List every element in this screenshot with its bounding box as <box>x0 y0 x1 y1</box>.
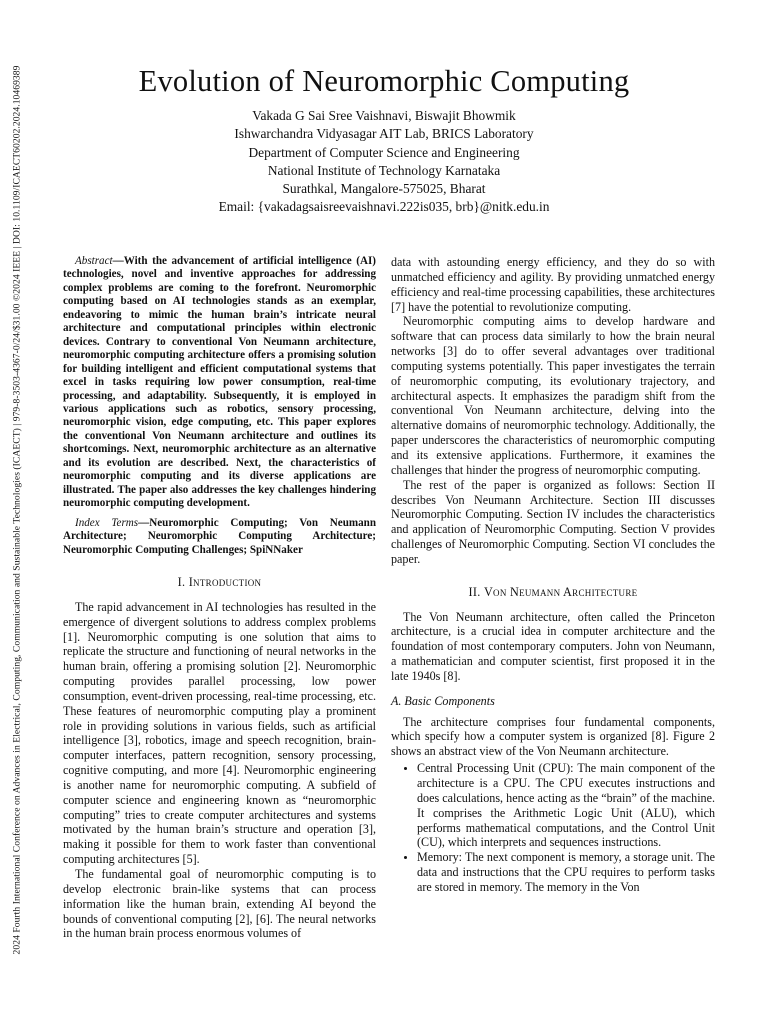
abstract-label: Abstract <box>75 255 113 267</box>
sidebar-citation-text: 2024 Fourth International Conference on Advances in Electrical, Computing, Communication and Sustainable Technologies (ICAECT) | 979-8-3503-4367-0/24/$31.00 ©2024 IEEE | DOI: 10.1109/ICAECT60202.2024.10469389 <box>11 65 23 954</box>
intro-paragraph-2: The fundamental goal of neuromorphic computing is to develop electronic brain-like systems that can process information like the human brain, extending AI beyond the bounds of conventional computing [2], [6]. The neural networks in the human brain process enormous volumes of <box>63 867 376 941</box>
basic-components-paragraph: The architecture comprises four fundamental components, which specify how a computer system is organized [8]. Figure 2 shows an abstract view of the Von Neumann architecture. <box>391 714 715 759</box>
list-item-memory: • Memory: The next component is memory, a storage unit. The data and instructions that the CPU requires to perform tasks are stored in memory. The memory in the Von <box>417 850 715 895</box>
right-column <box>391 255 715 895</box>
intro-paragraph-3: Neuromorphic computing aims to develop hardware and software that can process data similarly to how the brain neural networks [3] do to offer several advantages over traditional computing systems potentially. This paper investigates the terrain of neuromorphic computing, its evolutionary trajectory, and architectural aspects. It emphasizes the paradigm shift from the conventional Von Neumann architecture, delving into the alternative domains of neuromorphic technology. Additionally, the paper underscores the characteristics of neuromorphic computing and its extensive applications. Furthermore, it examines the challenges that hinder the progress of neuromorphic computing. <box>391 314 715 477</box>
section-heading-von-neumann: II. Von Neumann Architecture <box>468 584 638 599</box>
paper-title: Evolution of Neuromorphic Computing <box>138 64 630 98</box>
component-list <box>391 761 715 895</box>
index-terms <box>63 517 376 557</box>
subsection-heading-basic-components: A. Basic Components <box>391 693 495 708</box>
author-email: Email: {vakadagsaisreevaishnavi.222is035, brb}@nitk.edu.in <box>218 199 550 215</box>
abstract-text: —With the advancement of artificial intelligence (AI) technologies, novel and inventive approaches for addressing complex problems are coming to the forefront. Neuromorphic computing based on AI technologies stands as an exemplar, endeavoring to mimic the human brain’s intricate neural architecture and computational principles within electronic devices. Contrary to conventional Von Neumann architecture, neuromorphic computing architecture offers a promising solution for building intelligent and efficient computational systems that excel in tasks requiring low power consumption, real-time processing, and adaptability. Subsequently, it is employed in various applications such as robotics, sensory processing, neuromorphic vision, edge computing, etc. This paper explores the conventional Von Neumann architecture and outlines its shortcomings. Next, neuromorphic architecture as an alternative and its evolution are described. Next, the characteristics of neuromorphic computing and its diverse applications are illustrated. The paper also addresses the key challenges hindering neuromorphic computing development. <box>63 255 376 510</box>
list-item-cpu: • Central Processing Unit (CPU): The main component of the architecture is a CPU. The CPU executes instructions and does calculations, hence acting as the “brain” of the machine. It comprises the Arithmetic Logic Unit (ALU), which performs mathematical computations, and the Control Unit (CU), which interprets and sequences instructions. <box>417 761 715 850</box>
author-block <box>0 107 768 217</box>
intro-paragraph-1: The rapid advancement in AI technologies has resulted in the emergence of divergent solutions to address complex problems [1]. Neuromorphic computing is one solution that aims to replicate the structure and functioning of neural networks in the human brain, offering a promising solution [2]. Neuromorphic computing provides parallel processing, low power consumption, event-driven processing, real-time processing, etc. These features of neuromorphic computing play a prominent role in providing solutions in various fields, such as artificial intelligence [3], robotics, image and speech recognition, brain-computer interfaces, pattern recognition, sensory processing, cognitive computing, and more [4]. Neuromorphic engineering is another name for neuromorphic computing. A subfield of computer science and engineering known as “neuromorphic computing” tries to create computer architectures and systems motivated by the human brain’s structure and operation [3], making it possible for them to work faster than conventional computing architectures [5]. <box>63 599 376 867</box>
intro-paragraph-4: The rest of the paper is organized as follows: Section II describes Von Neumann Architecture. Section III discusses Neuromorphic Computing. Section IV includes the characteristics and application of Neuromorphic Computing. Section V provides challenges of Neuromorphic Computing. Section VI concludes the paper. <box>391 477 715 566</box>
intro-paragraph-continued: data with astounding energy efficiency, and they do so with unmatched efficiency and agility. By providing unmatched energy efficiency and real-time processing capabilities, these architectures [7] have the potential to revolutionize computing. <box>391 255 715 314</box>
index-terms-text: —Neuromorphic Computing; Von Neumann Architecture; Neuromorphic Computing Architecture; Neuromorphic Computing Challenges; SpiNNaker <box>63 516 376 556</box>
left-column <box>63 255 376 941</box>
author-affiliation-dept: Department of Computer Science and Engineering <box>248 144 520 160</box>
section-heading-introduction: I. Introduction <box>177 574 262 589</box>
author-address: Surathkal, Mangalore-575025, Bharat <box>282 181 486 197</box>
von-neumann-paragraph-1: The Von Neumann architecture, often called the Princeton architecture, is a crucial idea in computer architecture and the foundation of most contemporary computers. John von Neumann, a mathematician and computer scientist, first proposed it in the late 1940s [8]. <box>391 609 715 683</box>
abstract <box>63 255 376 511</box>
author-names: Vakada G Sai Sree Vaishnavi, Biswajit Bhowmik <box>252 108 516 123</box>
index-terms-label: Index Terms <box>75 516 139 529</box>
author-affiliation-lab: Ishwarchandra Vidyasagar AIT Lab, BRICS Laboratory <box>234 126 534 142</box>
author-affiliation-institute: National Institute of Technology Karnataka <box>267 162 501 178</box>
